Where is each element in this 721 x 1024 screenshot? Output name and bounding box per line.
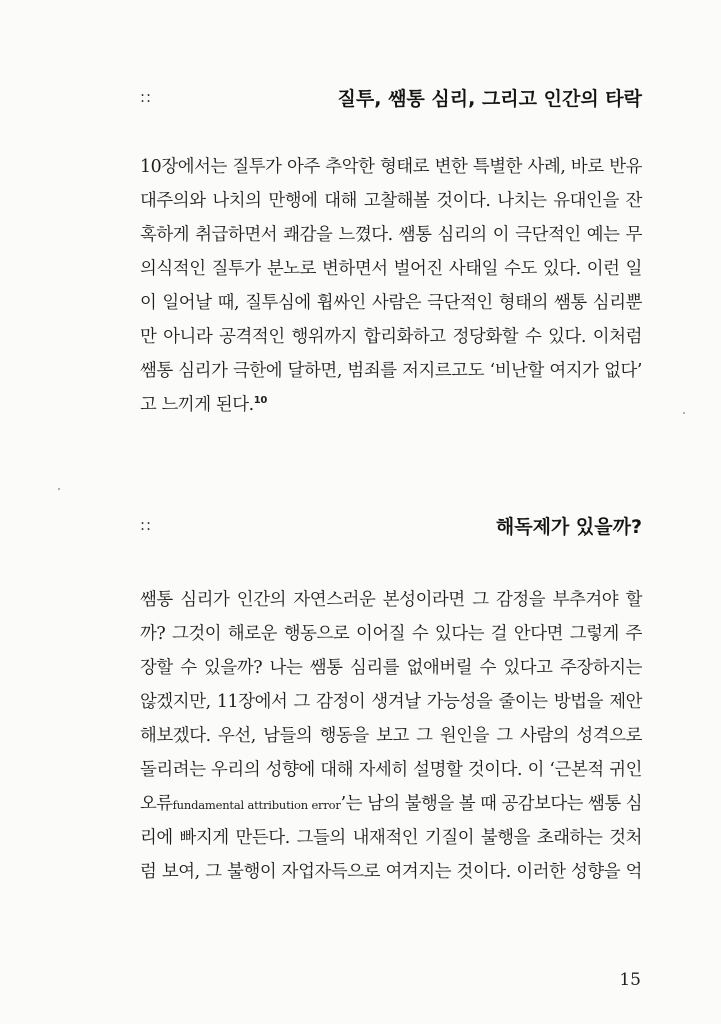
section-header-1 — [140, 84, 642, 114]
text-line: 않겠지만, 11장에서 그 감정이 생겨날 가능성을 줄이는 방법을 제안 — [140, 692, 642, 712]
text-line — [140, 388, 642, 422]
text-line: 이 일어날 때, 질투심에 휩싸인 사람은 극단적인 형태의 쌤통 심리뿐 — [140, 293, 642, 313]
text-line: 까? 그것이 해로운 행동으로 이어질 수 있다는 걸 안다면 그렇게 주 — [140, 624, 642, 644]
text-line: 만 아니라 공격적인 행위까지 합리화하고 정당화할 수 있다. 이처럼 — [140, 327, 642, 347]
text-line: 럼 보여, 그 불행이 자업자득으로 여겨지는 것이다. 이러한 성향을 억 — [140, 862, 642, 882]
text-line: 의식적인 질투가 분노로 변하면서 벌어진 사태일 수도 있다. 이런 일 — [140, 259, 642, 279]
text-line: 혹하게 취급하면서 쾌감을 느꼈다. 쌤통 심리의 이 극단적인 예는 무 — [140, 225, 642, 245]
text-line: 쌤통 심리가 인간의 자연스러운 본성이라면 그 감정을 부추겨야 할 — [140, 590, 642, 610]
text-line: 해보겠다. 우선, 남들의 행동을 보고 그 원인을 그 사람의 성격으로 — [140, 726, 642, 746]
scan-speck — [683, 412, 685, 414]
english-term: fundamental attribution error — [172, 798, 341, 812]
section-title: 질투, 쌤통 심리, 그리고 인간의 타락 — [337, 88, 642, 110]
paragraph-1 — [140, 150, 642, 422]
text-line-content: 고 느끼게 된다. — [140, 395, 254, 415]
page-number: 15 — [619, 970, 641, 990]
text-fragment: ’는 남의 불행을 볼 때 공감보다는 쌤통 심 — [340, 794, 643, 814]
footnote-ref: 10 — [253, 395, 267, 407]
section-title: 해독제가 있을까? — [495, 516, 642, 538]
text-line: 쌤통 심리가 극한에 달하면, 범죄를 저지르고도 ‘비난할 여지가 없다’ — [140, 361, 642, 381]
text-line: 대주의와 나치의 만행에 대해 고찰해볼 것이다. 나치는 유대인을 잔 — [140, 191, 642, 211]
scan-speck — [58, 488, 60, 490]
text-line — [140, 787, 642, 821]
section-header-2 — [140, 512, 642, 542]
section-marker: :: — [140, 516, 153, 534]
section-marker: :: — [140, 88, 153, 106]
paragraph-2 — [140, 583, 642, 889]
text-line: 돌리려는 우리의 성향에 대해 자세히 설명할 것이다. 이 ‘근본적 귀인 — [140, 760, 642, 780]
text-fragment: 오류 — [140, 794, 173, 814]
text-line: 리에 빠지게 만든다. 그들의 내재적인 기질이 불행을 초래하는 것처 — [140, 828, 642, 848]
text-line: 10장에서는 질투가 아주 추악한 형태로 변한 특별한 사례, 바로 반유 — [140, 157, 642, 177]
text-line: 장할 수 있을까? 나는 쌤통 심리를 없애버릴 수 있다고 주장하지는 — [140, 658, 642, 678]
